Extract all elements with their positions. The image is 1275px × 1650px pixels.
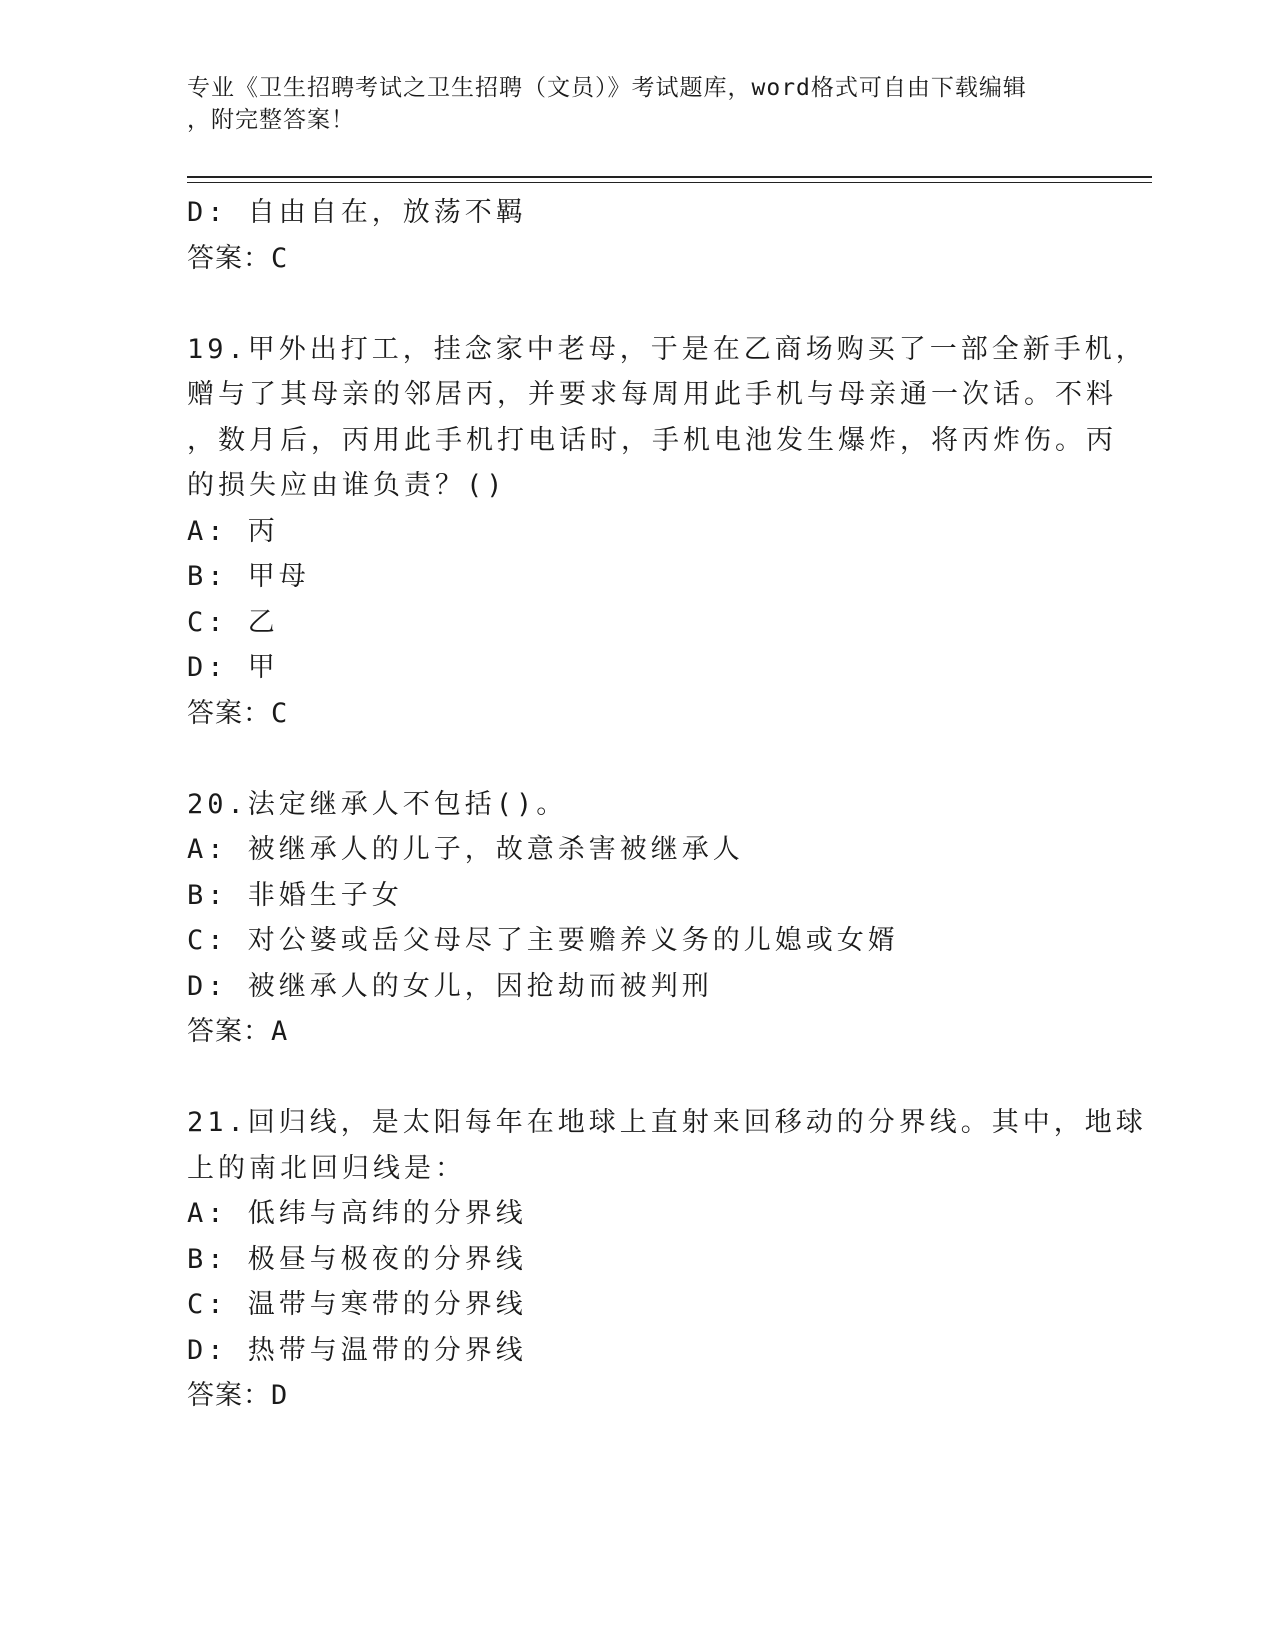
option-d: D: 自由自在，放荡不羁 <box>187 197 527 228</box>
option-c: C: 对公婆或岳父母尽了主要赡养义务的儿媳或女婿 <box>187 925 899 956</box>
question-text-line: 20.法定继承人不包括()。 <box>187 788 568 820</box>
option-d: D: 被继承人的女儿，因抢劫而被判刑 <box>187 970 713 1002</box>
option-a: A: 丙 <box>187 515 279 547</box>
header-divider-thick <box>187 176 1152 178</box>
question-text-line: ，数月后，丙用此手机打电话时，手机电池发生爆炸，将丙炸伤。丙 <box>187 424 1117 456</box>
header-title-line-2: ，附完整答案！ <box>187 107 355 133</box>
spacer <box>187 736 1107 782</box>
option-b: B: 非婚生子女 <box>187 879 403 911</box>
question-text-line: 的损失应由谁负责？() <box>187 470 507 501</box>
option-c: C: 乙 <box>187 606 279 638</box>
page-header <box>187 72 1087 136</box>
question-text-line: 21.回归线，是太阳每年在地球上直射来回移动的分界线。其中，地球 <box>187 1107 1147 1138</box>
question-21 <box>187 1100 1147 1419</box>
header-divider-thin <box>187 182 1152 183</box>
answer-line: 答案：C <box>187 242 289 274</box>
question-text-line: 上的南北回归线是： <box>187 1152 466 1184</box>
option-a: A: 被继承人的儿子，故意杀害被继承人 <box>187 834 744 865</box>
option-d: D: 甲 <box>187 652 279 683</box>
question-20 <box>187 782 1107 1055</box>
header-title-line-1: 专业《卫生招聘考试之卫生招聘（文员）》考试题库，word格式可自由下载编辑 <box>187 75 1027 101</box>
option-d: D: 热带与温带的分界线 <box>187 1334 527 1366</box>
question-19 <box>187 327 1147 737</box>
answer-line: 答案：D <box>187 1380 289 1411</box>
question-text-line: 19.甲外出打工，挂念家中老母，于是在乙商场购买了一部全新手机， <box>187 333 1147 365</box>
question-text-line: 赠与了其母亲的邻居丙，并要求每周用此手机与母亲通一次话。不料 <box>187 379 1117 410</box>
answer-line: 答案：C <box>187 697 289 729</box>
option-a: A: 低纬与高纬的分界线 <box>187 1198 527 1229</box>
option-b: B: 甲母 <box>187 561 310 592</box>
option-c: C: 温带与寒带的分界线 <box>187 1289 527 1320</box>
option-b: B: 极昼与极夜的分界线 <box>187 1243 527 1275</box>
previous-question-tail <box>187 190 1107 281</box>
answer-line: 答案：A <box>187 1016 289 1047</box>
spacer <box>187 281 1107 327</box>
question-list <box>187 190 1147 1419</box>
spacer <box>187 1055 1107 1101</box>
